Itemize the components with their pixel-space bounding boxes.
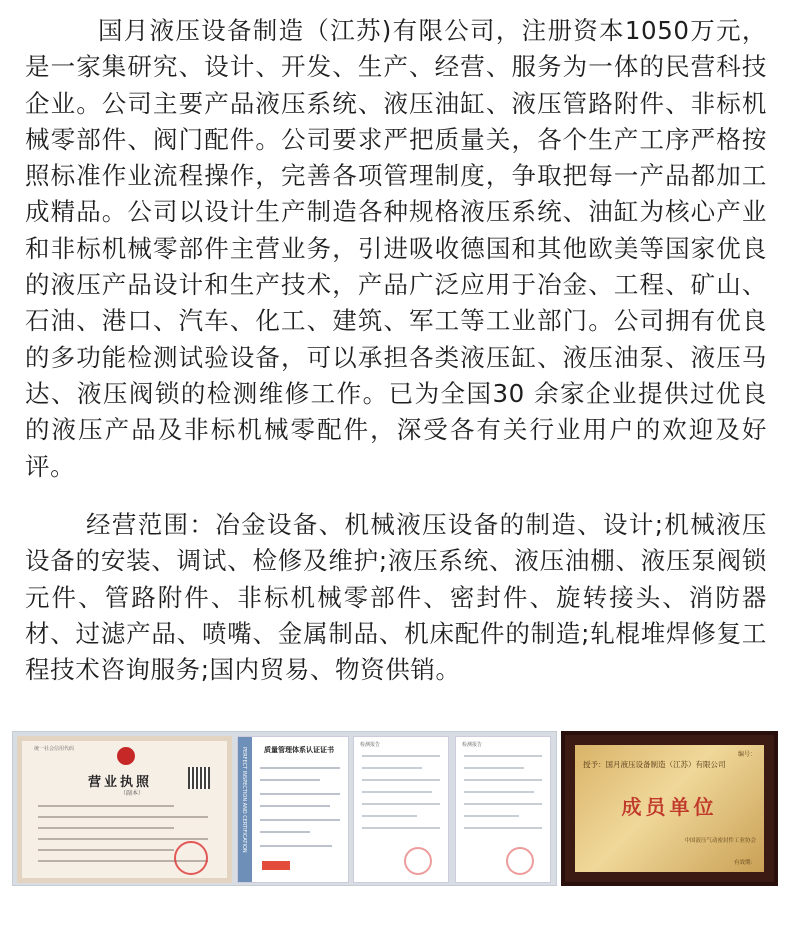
license-subtitle: （副本） [120,790,145,797]
certificate-gallery [12,731,778,886]
member-unit-plaque [561,731,778,886]
certificate-side-band [238,737,252,882]
plaque-gold-panel [575,745,764,872]
business-scope-paragraph: 经营范围：冶金设备、机械液压设备的制造、设计;机械液压设备的安装、调试、检修及维护;液压系统、液压油棚、液压泵阀锁元件、管路附件、非标机械零部件、密封件、旋转接头、消防器材、过滤产品、喷嘴、金属制品、机床配件的制造;轧棍堆焊修复工程技术咨询服务;国内贸易、物资供销。 [25,510,767,685]
plaque-issuer [684,837,756,845]
company-intro-paragraph: 国月液压设备制造（江苏)有限公司，注册资本1050万元，是一家集研究、设计、开发、生产、经营、服务为一体的民营科技企业。公司主要产品液压系统、液压油缸、液压管路附件、非标机械零部件、阀门配件。公司要求严把质量关，各个生产工序严格按照标准作业流程操作，完善各项管理制度，争取把每一产品都加工成精品。公司以设计生产制造各种规格液压系统、油缸为核心产业和非标机械零部件主营业务，引进吸收德国和其他欧美等国家优良的液压产品设计和生产技术，产品广泛应用于冶金、工程、矿山、石油、港口、汽车、化工、建筑、军工等工业部门。公司拥有优良的多功能检测试验设备，可以承担各类液压缸、液压油泵、液压马达、液压阀锁的检测维修工作。已为全国30 余家企业提供过优良的液压产品及非标机械零配件，深受各有关行业用户的欢迎及好评。 [25,16,767,481]
plaque-recipient: 授予：国月液压设备制造（江苏）有限公司 [583,760,726,769]
inspection-report-image-2 [455,736,551,883]
plaque-issuer-line: 中国液压气动密封件工业协会 [684,838,756,844]
license-credit-code: 统一社会信用代码 [34,746,75,752]
report-header: 检测报告 [462,742,483,748]
quality-certificate-image [237,736,349,883]
certificate-strip [12,731,557,886]
quality-band-text: PERFECT INSPECTION AND CERTIFICATION [241,747,247,853]
report-seal-icon [506,847,534,875]
certification-logo-icon [262,861,290,870]
inspection-report-image-1 [353,736,449,883]
report-header: 检测报告 [360,742,381,748]
license-title: 营业执照 [88,775,153,790]
national-emblem-icon [117,747,135,765]
plaque-title: 成员单位 [621,795,718,819]
official-seal-icon [174,841,208,875]
quality-certificate-title: 质量管理体系认证证书 [264,746,334,754]
qr-code-icon [188,767,210,789]
report-seal-icon [404,847,432,875]
plaque-validity: 有效期： [733,860,756,866]
plaque-number: 编号： [737,751,756,758]
business-license-image [17,736,232,883]
